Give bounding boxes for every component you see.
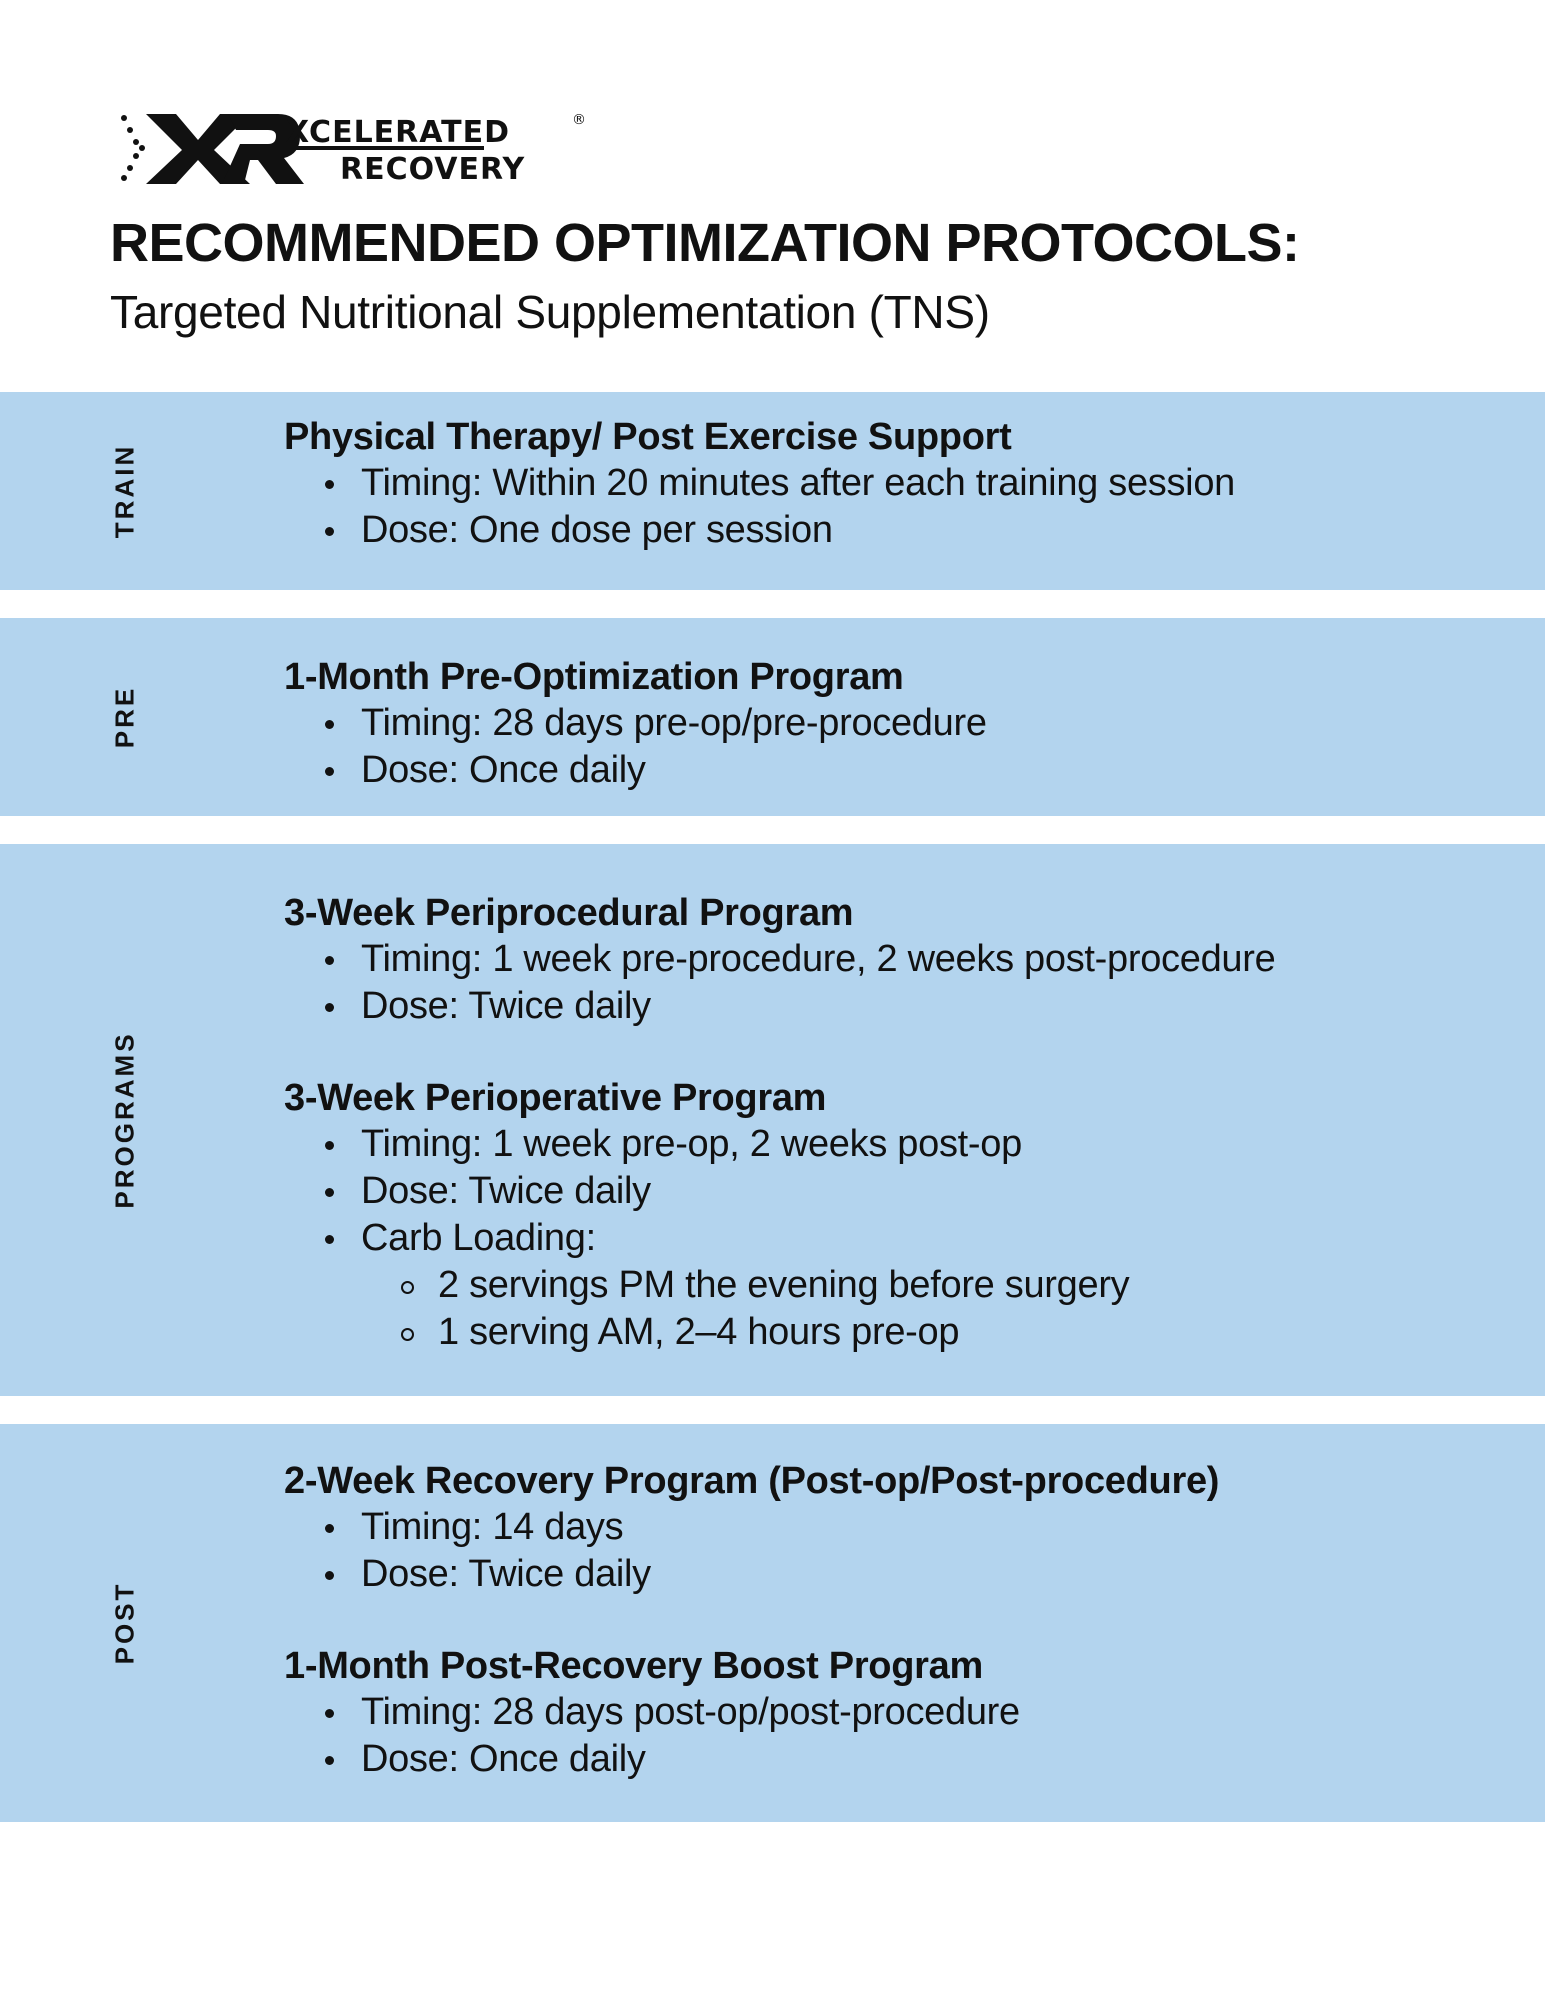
- list-item: Carb Loading:: [284, 1215, 1505, 1262]
- program-title: 1-Month Post-Recovery Boost Program: [284, 1645, 983, 1687]
- program-item-list: [284, 1121, 1505, 1262]
- program-subitem-list: [284, 1262, 1505, 1356]
- band-label-programs: PROGRAMS: [109, 1031, 140, 1209]
- program-title: 2-Week Recovery Program (Post-op/Post-procedure): [284, 1460, 1220, 1502]
- page-title: RECOMMENDED OPTIMIZATION PROTOCOLS:: [110, 213, 1300, 273]
- list-item: Timing: 14 days: [284, 1504, 1505, 1551]
- list-item: Dose: Twice daily: [284, 983, 1505, 1030]
- band-label-pre: PRE: [109, 685, 140, 749]
- list-item: Timing: 1 week pre-op, 2 weeks post-op: [284, 1121, 1505, 1168]
- band-content-pre: [284, 654, 1505, 794]
- registered-mark: ®: [572, 112, 586, 128]
- program-item-list: [284, 460, 1505, 554]
- band-content-post: [284, 1458, 1505, 1783]
- list-item: Dose: Twice daily: [284, 1551, 1505, 1598]
- sub-list-item: 2 servings PM the evening before surgery: [361, 1262, 1505, 1309]
- program-title: 1-Month Pre-Optimization Program: [284, 656, 904, 698]
- band-pre: [0, 618, 1545, 816]
- list-item: Timing: 1 week pre-procedure, 2 weeks post-procedure: [284, 936, 1505, 983]
- list-item: Dose: Once daily: [284, 1736, 1505, 1783]
- list-item: Timing: Within 20 minutes after each training session: [284, 460, 1505, 507]
- sub-list-item: 1 serving AM, 2–4 hours pre-op: [361, 1309, 1505, 1356]
- band-label-post: POST: [109, 1581, 140, 1665]
- band-post: [0, 1424, 1545, 1822]
- program-title: Physical Therapy/ Post Exercise Support: [284, 416, 1012, 458]
- program-item-list: [284, 1504, 1505, 1598]
- program-item-list: [284, 700, 1505, 794]
- list-item: Timing: 28 days post-op/post-procedure: [284, 1689, 1505, 1736]
- list-item: Dose: Twice daily: [284, 1168, 1505, 1215]
- list-item: Dose: One dose per session: [284, 507, 1505, 554]
- program-title: 3-Week Periprocedural Program: [284, 892, 854, 934]
- logo-text-line1: XCELERATED: [286, 115, 511, 150]
- xr-logo-icon: [118, 110, 598, 186]
- program-item-list: [284, 1689, 1505, 1783]
- logo-text-line2: RECOVERY: [340, 152, 526, 186]
- band-train: [0, 392, 1545, 590]
- list-item: Dose: Once daily: [284, 747, 1505, 794]
- brand-logo: [118, 110, 598, 186]
- program-item-list: [284, 936, 1505, 1030]
- page-subtitle: Targeted Nutritional Supplementation (TNS): [110, 286, 990, 338]
- band-content-train: [284, 414, 1505, 554]
- band-content-programs: [284, 890, 1505, 1356]
- band-label-train: TRAIN: [109, 443, 140, 539]
- band-programs: [0, 844, 1545, 1396]
- program-title: 3-Week Perioperative Program: [284, 1077, 827, 1119]
- list-item: Timing: 28 days pre-op/pre-procedure: [284, 700, 1505, 747]
